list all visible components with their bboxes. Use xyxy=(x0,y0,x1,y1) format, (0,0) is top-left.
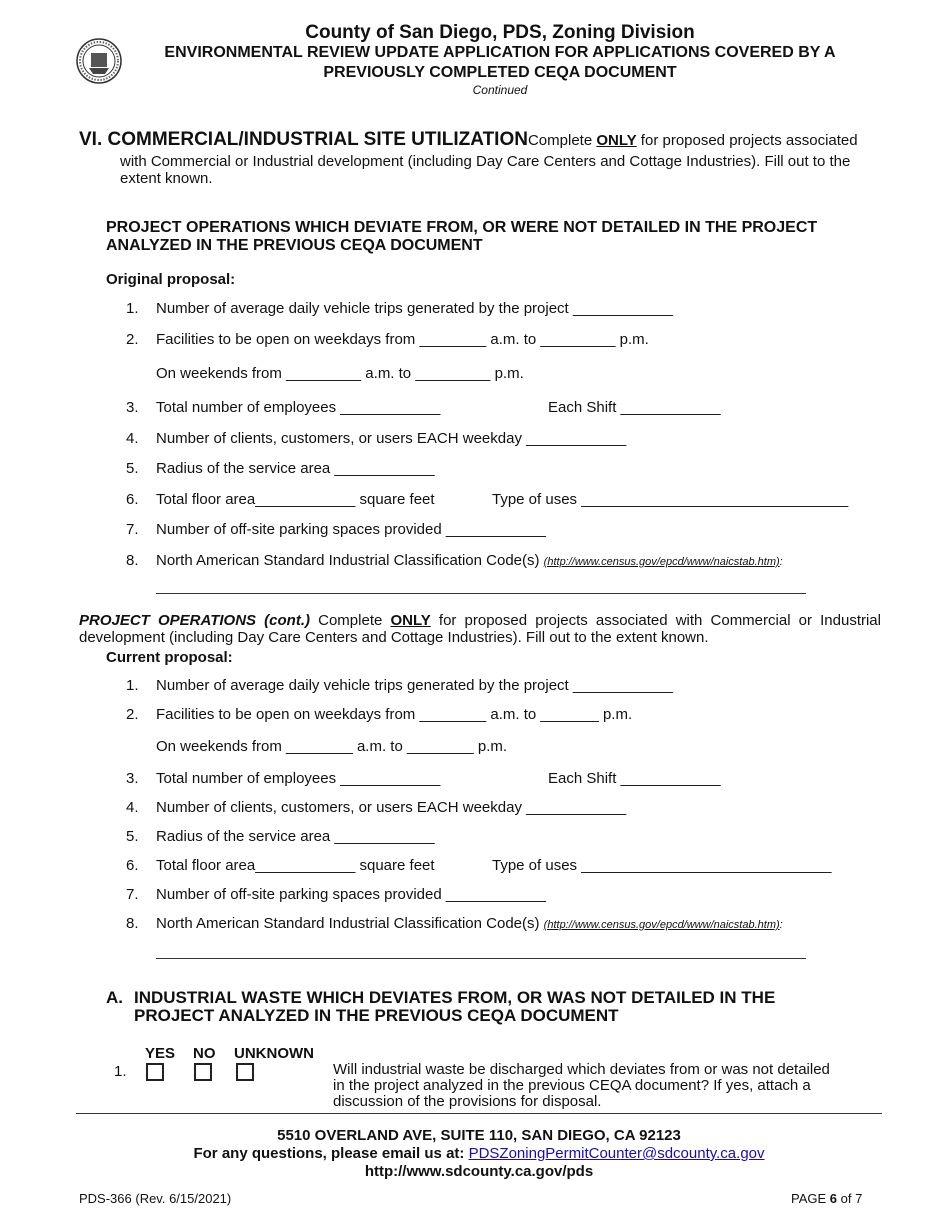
list-item-number: 3. xyxy=(126,770,139,787)
header-title-line2: PREVIOUSLY COMPLETED CEQA DOCUMENT xyxy=(323,64,677,81)
list-item-number: 2. xyxy=(126,706,139,723)
list-item-number: 7. xyxy=(126,521,139,538)
section-a-title-line2: PROJECT ANALYZED IN THE PREVIOUS CEQA DOCUMENT xyxy=(134,1006,619,1025)
footer-contact: For any questions, please email us at: PDSZoningPermitCounter@sdcounty.ca.gov xyxy=(193,1145,765,1162)
question-text-line3: discussion of the provisions for disposal. xyxy=(333,1093,602,1110)
subhead-line2: ANALYZED IN THE PREVIOUS CEQA DOCUMENT xyxy=(106,237,483,254)
column-unknown-label: UNKNOWN xyxy=(234,1045,314,1062)
field-naics-code: North American Standard Industrial Classification Code(s) (http://www.census.gov/epcd/www/naicstab.htm): xyxy=(156,915,783,932)
field-floor-area[interactable]: Total floor area____________ square feet xyxy=(156,857,435,874)
field-type-of-uses[interactable]: Type of uses ______________________________ xyxy=(492,857,832,874)
list-item-number: 7. xyxy=(126,886,139,903)
question-text-line1: Will industrial waste be discharged which deviates from or was not detailed xyxy=(333,1061,830,1078)
project-operations-cont-line2: development (including Day Care Centers and Cottage Industries). Fill out to the extent known. xyxy=(79,629,709,646)
page-indicator: PAGE 6 of 7 xyxy=(791,1191,863,1206)
field-weekday-hours[interactable]: Facilities to be open on weekdays from ________ a.m. to _________ p.m. xyxy=(156,331,649,348)
footer-email-link[interactable]: PDSZoningPermitCounter@sdcounty.ca.gov xyxy=(468,1145,765,1162)
field-weekend-hours[interactable]: On weekends from _________ a.m. to _________ p.m. xyxy=(156,365,524,382)
field-clients-weekday[interactable]: Number of clients, customers, or users EACH weekday ____________ xyxy=(156,430,627,447)
section-vi-title: VI. COMMERCIAL/INDUSTRIAL SITE UTILIZATION xyxy=(79,129,528,150)
list-item-number: 5. xyxy=(126,460,139,477)
list-item-number: 8. xyxy=(126,915,139,932)
field-total-employees[interactable]: Total number of employees ____________ xyxy=(156,770,441,787)
field-total-employees[interactable]: Total number of employees ____________ xyxy=(156,399,441,416)
naics-link[interactable]: (http://www.census.gov/epcd/www/naicstab.htm) xyxy=(543,556,780,568)
project-operations-cont-intro: PROJECT OPERATIONS (cont.) Complete ONLY for proposed projects associated with Commercial or Industrial xyxy=(79,612,881,629)
field-weekday-hours[interactable]: Facilities to be open on weekdays from ________ a.m. to _______ p.m. xyxy=(156,706,633,723)
field-each-shift[interactable]: Each Shift ____________ xyxy=(548,399,721,416)
question-number: 1. xyxy=(114,1063,127,1080)
list-item-number: 4. xyxy=(126,430,139,447)
section-vi-intro: VI. COMMERCIAL/INDUSTRIAL SITE UTILIZATIONComplete ONLY for proposed projects associated xyxy=(79,129,858,150)
field-daily-trips[interactable]: Number of average daily vehicle trips generated by the project ____________ xyxy=(156,677,674,694)
checkbox-yes[interactable] xyxy=(146,1063,164,1081)
field-weekend-hours[interactable]: On weekends from ________ a.m. to ________ p.m. xyxy=(156,738,508,755)
form-id: PDS-366 (Rev. 6/15/2021) xyxy=(79,1191,232,1206)
section-vi-intro-line2: with Commercial or Industrial development (including Day Care Centers and Cottage Industries). Fill out to the xyxy=(120,153,851,170)
field-floor-area[interactable]: Total floor area____________ square feet xyxy=(156,491,435,508)
field-naics-code: North American Standard Industrial Classification Code(s) (http://www.census.gov/epcd/www/naicstab.htm): xyxy=(156,552,783,569)
section-a-title-line1: INDUSTRIAL WASTE WHICH DEVIATES FROM, OR WAS NOT DETAILED IN THE xyxy=(134,988,776,1007)
field-service-radius[interactable]: Radius of the service area ____________ xyxy=(156,460,435,477)
subhead-line1: PROJECT OPERATIONS WHICH DEVIATE FROM, OR WERE NOT DETAILED IN THE PROJECT xyxy=(106,219,818,236)
current-proposal-label: Current proposal: xyxy=(106,649,233,666)
field-parking-spaces[interactable]: Number of off-site parking spaces provided ____________ xyxy=(156,521,546,538)
field-service-radius[interactable]: Radius of the service area ____________ xyxy=(156,828,435,845)
section-a-letter: A. xyxy=(106,988,123,1007)
naics-link[interactable]: (http://www.census.gov/epcd/www/naicstab.htm) xyxy=(543,919,780,931)
field-type-of-uses[interactable]: Type of uses ________________________________ xyxy=(492,491,849,508)
field-parking-spaces[interactable]: Number of off-site parking spaces provided ____________ xyxy=(156,886,546,903)
header-county: County of San Diego, PDS, Zoning Division xyxy=(305,22,695,43)
list-item-number: 6. xyxy=(126,491,139,508)
column-no-label: NO xyxy=(193,1045,216,1062)
naics-answer-line[interactable] xyxy=(156,593,806,594)
field-daily-trips[interactable]: Number of average daily vehicle trips generated by the project ____________ xyxy=(156,300,674,317)
list-item-number: 6. xyxy=(126,857,139,874)
list-item-number: 1. xyxy=(126,677,139,694)
list-item-number: 2. xyxy=(126,331,139,348)
footer-divider xyxy=(76,1113,882,1114)
list-item-number: 8. xyxy=(126,552,139,569)
checkbox-no[interactable] xyxy=(194,1063,212,1081)
footer-website[interactable]: http://www.sdcounty.ca.gov/pds xyxy=(364,1163,594,1180)
header-title-line1: ENVIRONMENTAL REVIEW UPDATE APPLICATION FOR APPLICATIONS COVERED BY A xyxy=(164,44,836,61)
column-yes-label: YES xyxy=(145,1045,176,1062)
original-proposal-label: Original proposal: xyxy=(106,271,236,288)
field-clients-weekday[interactable]: Number of clients, customers, or users EACH weekday ____________ xyxy=(156,799,627,816)
list-item-number: 1. xyxy=(126,300,139,317)
header-continued: Continued xyxy=(472,83,528,97)
naics-answer-line[interactable] xyxy=(156,958,806,959)
section-vi-intro-line3: extent known. xyxy=(120,170,213,187)
list-item-number: 4. xyxy=(126,799,139,816)
footer-address: 5510 OVERLAND AVE, SUITE 110, SAN DIEGO, CA 92123 xyxy=(277,1127,681,1144)
list-item-number: 5. xyxy=(126,828,139,845)
question-text-line2: in the project analyzed in the previous CEQA document? If yes, attach a xyxy=(333,1077,811,1094)
list-item-number: 3. xyxy=(126,399,139,416)
field-each-shift[interactable]: Each Shift ____________ xyxy=(548,770,721,787)
checkbox-unknown[interactable] xyxy=(236,1063,254,1081)
